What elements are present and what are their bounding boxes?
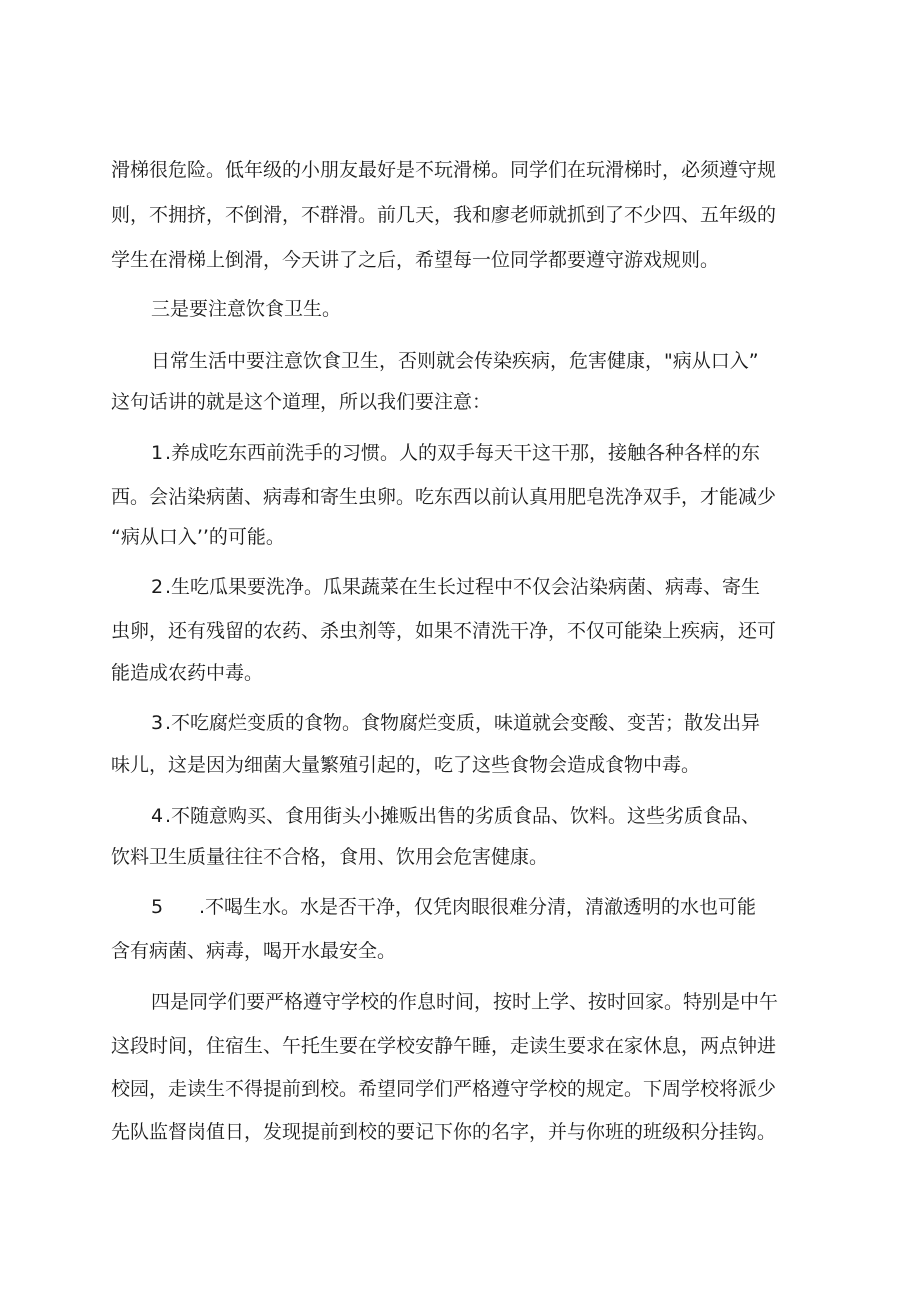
item-3-line-1	[151, 711, 760, 735]
item-4-line-2: 饮料卫生质量往往不合格，食用、饮用会危害健康。	[111, 846, 549, 868]
p3-line-2: 这句话讲的就是这个道理，所以我们要注意：	[111, 391, 492, 413]
item-2-line-3: 能造成农药中毒。	[111, 662, 264, 684]
p4-line-3: 校园，走读生不得提前到校。希望同学们严格遵守学校的规定。下周学校将派少	[111, 1078, 777, 1100]
item-3-text: .不吃腐烂变质的食物。食物腐烂变质，味道就会变酸、变苦；散发出异	[165, 712, 761, 734]
item-3-line-2: 味儿，这是因为细菌大量繁殖引起的，吃了这些食物会造成食物中毒。	[111, 754, 701, 776]
item-3-number: 3	[151, 712, 164, 734]
item-2-line-2: 虫卵，还有残留的农药、杀虫剂等，如果不清洗干净，不仅可能染上疾病，还可	[111, 620, 777, 642]
item-4-number: 4	[151, 805, 164, 827]
item-2-text: .生吃瓜果要洗净。瓜果蔬菜在生长过程中不仅会沾染病菌、病毒、寄生	[165, 576, 761, 598]
p3-line-1: 日常生活中要注意饮食卫生，否则就会传染疾病，危害健康，"病从口入”	[151, 350, 759, 372]
item-4-line-1	[151, 804, 760, 828]
item-2-number: 2	[151, 576, 164, 598]
item-2-line-1	[151, 575, 760, 599]
item-1-text: .养成吃东西前洗手的习惯。人的双手每天干这干那，接触各种各样的东	[165, 442, 761, 464]
p1-line-3: 学生在滑梯上倒滑，今天讲了之后，希望每一位同学都要遵守游戏规则。	[111, 249, 720, 271]
p1-line-2: 则，不拥挤，不倒滑，不群滑。前几天，我和廖老师就抓到了不少四、五年级的	[111, 204, 777, 226]
p4-line-1: 四是同学们要严格遵守学校的作息时间，按时上学、按时回家。特别是中午	[151, 991, 779, 1013]
p4-line-2: 这段时间，住宿生、午托生要在学校安静午睡，走读生要求在家休息，两点钟进	[111, 1035, 777, 1057]
item-1-line-3: “病从口入’’的可能。	[111, 526, 285, 548]
item-1-number: 1	[151, 442, 164, 464]
item-5-line-2: 含有病菌、病毒，喝开水最安全。	[111, 940, 397, 962]
item-1-line-2: 西。会沾染病菌、病毒和寄生虫卵。吃东西以前认真用肥皂洗净双手，才能减少	[111, 486, 777, 508]
item-5-text: .不喝生水。水是否干净，仅凭肉眼很难分清，清澈透明的水也可能	[199, 896, 757, 918]
item-1-line-1	[151, 441, 760, 465]
item-4-text: .不随意购买、食用街头小摊贩出售的劣质食品、饮料。这些劣质食品、	[165, 805, 761, 827]
p1-line-1: 滑梯很危险。低年级的小朋友最好是不玩滑梯。同学们在玩滑梯时，必须遵守规	[111, 159, 777, 181]
p2-line-1: 三是要注意饮食卫生。	[151, 298, 342, 320]
p4-line-4: 先队监督岗值日，发现提前到校的要记下你的名字，并与你班的班级积分挂钩。	[111, 1121, 777, 1143]
item-5-line-1	[151, 895, 756, 919]
item-5-number: 5	[151, 896, 164, 918]
